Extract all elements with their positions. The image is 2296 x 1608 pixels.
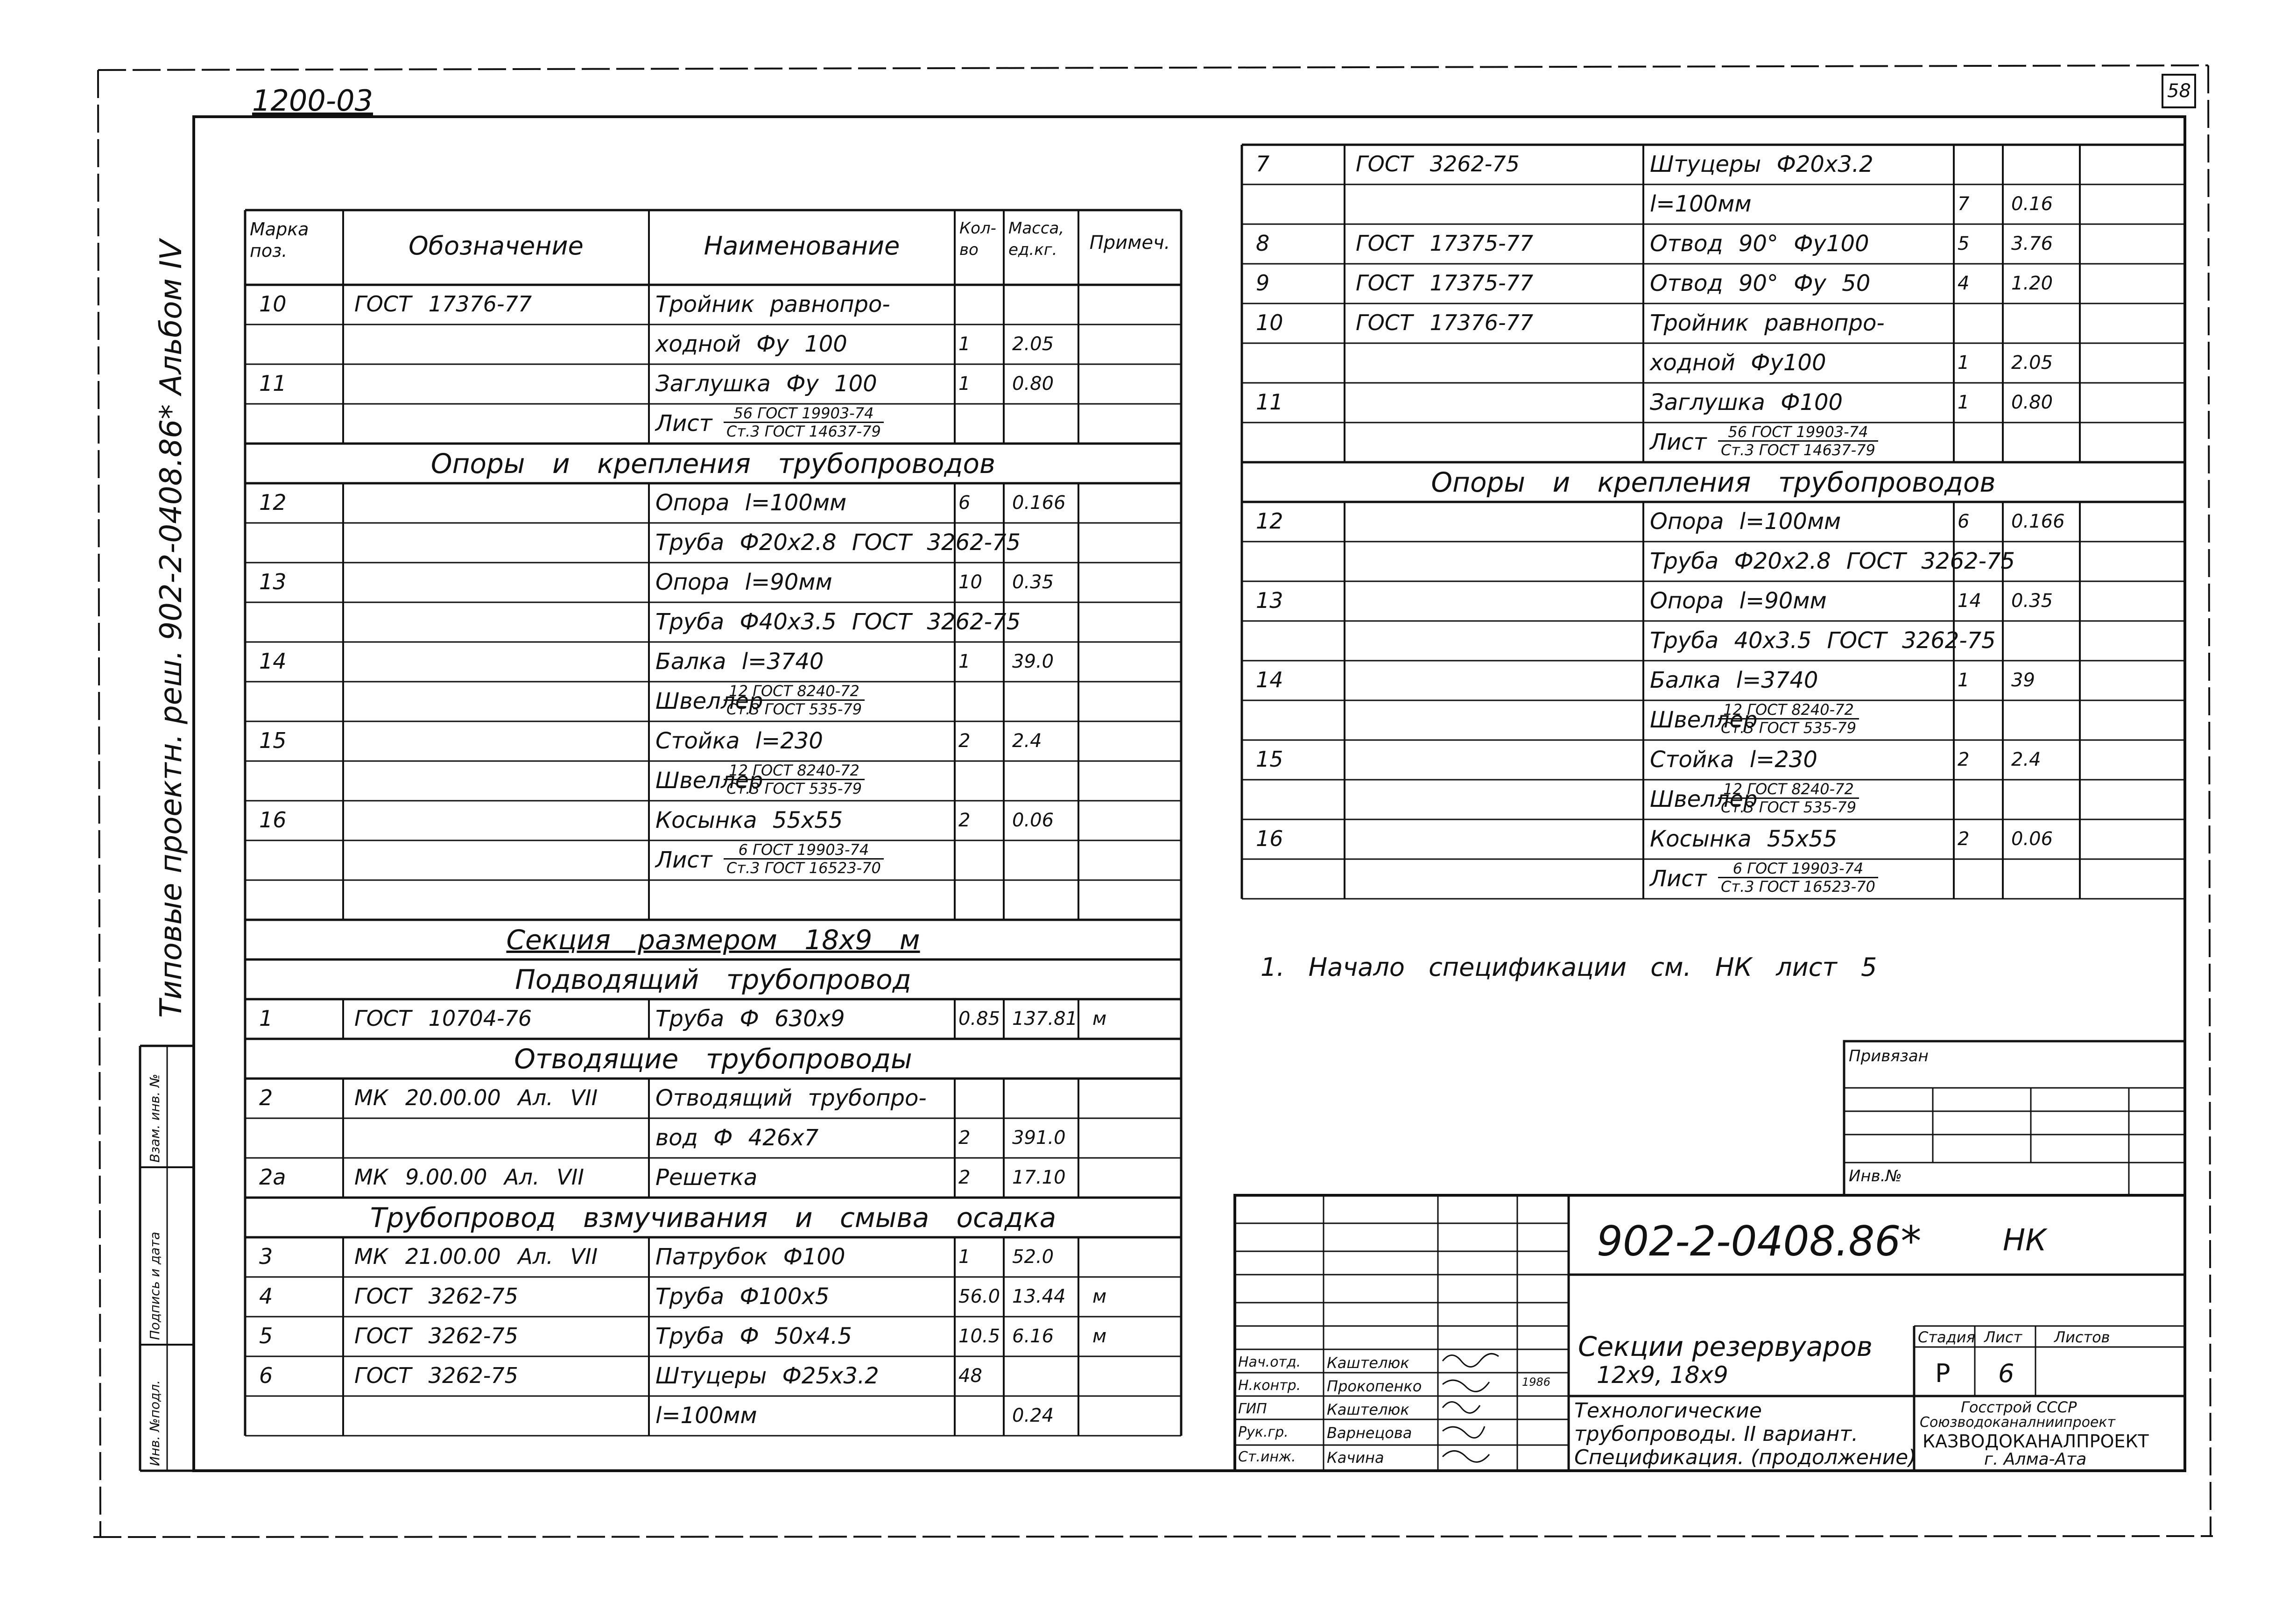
right-row-15-name: Стойка l=230	[1650, 747, 1817, 773]
org-2: Союзводоканалниипроект	[1920, 1414, 2115, 1431]
left-row-10-spec-num: 12 ГОСТ 8240-72	[724, 684, 865, 701]
left-row-2-name: Заглушка Фу 100	[655, 371, 877, 397]
left-row-3-spec-num: 56 ГОСТ 19903-74	[724, 406, 884, 423]
left-row-18-mass: 137.81	[1012, 1008, 1078, 1030]
left-row-21-name: вод Ф 426х7	[655, 1125, 819, 1151]
right-row-16-name: Швеллер	[1650, 786, 1758, 812]
left-row-5-mass: 0.166	[1012, 492, 1066, 514]
left-row-1-qty: 1	[958, 333, 971, 355]
left-row-14-spec-num: 6 ГОСТ 19903-74	[724, 842, 884, 860]
stage-header: Стадия	[1918, 1328, 1975, 1346]
right-row-17-mark: 16	[1256, 826, 1283, 851]
right-row-3-name: Отвод 90° Фу 50	[1650, 270, 1871, 296]
signer-name-3: Каштелюк	[1327, 1401, 1409, 1418]
left-row-7-name: Опора l=90мм	[655, 569, 832, 595]
right-row-15-mark: 15	[1256, 747, 1283, 772]
right-row-11-qty: 14	[1958, 590, 1981, 612]
left-row-6-name: Труба Ф20х2.8 ГОСТ 3262-75	[655, 529, 1021, 556]
left-row-26-note: м	[1092, 1326, 1107, 1347]
left-row-8-name: Труба Ф40х3.5 ГОСТ 3262-75	[655, 609, 1021, 635]
left-row-27-name: Штуцеры Ф25х3.2	[655, 1363, 879, 1389]
right-row-1-qty: 7	[1958, 193, 1970, 215]
left-row-20-designation: МК 20.00.00 Ал. VII	[354, 1085, 598, 1110]
left-row-22-qty: 2	[958, 1167, 971, 1188]
right-row-2-mark: 8	[1256, 231, 1270, 256]
right-row-7-spec-den: Ст.3 ГОСТ 14637-79	[1721, 441, 1875, 459]
right-row-10-name: Труба Ф20х2.8 ГОСТ 3262-75	[1650, 548, 2015, 574]
sheet-value: 6	[1998, 1359, 2014, 1388]
right-row-4-designation: ГОСТ 17376-77	[1356, 310, 1534, 335]
right-row-16-spec-den: Ст.3 ГОСТ 535-79	[1721, 798, 1857, 816]
left-row-5-mark: 12	[259, 490, 287, 515]
right-row-18-spec-num: 6 ГОСТ 19903-74	[1718, 861, 1878, 878]
left-row-0-name: Тройник равнопро-	[655, 291, 890, 317]
left-row-13-mark: 16	[259, 807, 287, 832]
left-row-20-name: Отводящий трубопро-	[655, 1085, 927, 1111]
right-row-7-spec-num: 56 ГОСТ 19903-74	[1718, 424, 1878, 442]
left-row-1-name: ходной Фу 100	[655, 331, 847, 357]
left-row-25-mass: 13.44	[1012, 1286, 1066, 1307]
sign-date: 1986	[1522, 1375, 1551, 1389]
left-row-26-designation: ГОСТ 3262-75	[354, 1323, 518, 1348]
left-row-7-mass: 0.35	[1012, 571, 1054, 593]
signer-role-1: Нач.отд.	[1238, 1354, 1301, 1370]
right-row-5-qty: 1	[1958, 352, 1970, 374]
left-row-12-spec-num: 12 ГОСТ 8240-72	[724, 763, 865, 780]
sheet-title-2: трубопроводы. II вариант.	[1574, 1422, 1858, 1446]
left-row-4-section: Опоры и крепления трубопроводов	[430, 448, 996, 480]
left-row-11-qty: 2	[958, 730, 971, 752]
right-row-5-mass: 2.05	[2011, 352, 2053, 374]
left-row-13-mass: 0.06	[1012, 810, 1054, 831]
right-row-6-mark: 11	[1256, 389, 1283, 415]
left-row-22-name: Решетка	[655, 1164, 758, 1191]
left-row-25-designation: ГОСТ 3262-75	[354, 1284, 518, 1309]
left-row-20-mark: 2	[259, 1085, 273, 1110]
left-row-26-mark: 5	[259, 1323, 273, 1348]
right-row-1-name: l=100мм	[1650, 191, 1752, 217]
table-header-4-a: Масса,	[1008, 219, 1064, 238]
left-row-3-name: Лист	[655, 410, 712, 437]
left-row-9-mark: 14	[259, 649, 287, 674]
right-row-13-mark: 14	[1256, 667, 1283, 692]
object-line-2: 12х9, 18х9	[1597, 1361, 1728, 1389]
signer-role-2: Н.контр.	[1238, 1377, 1301, 1394]
right-row-6-mass: 0.80	[2011, 392, 2053, 413]
sheet-title-1: Технологические	[1574, 1399, 1762, 1423]
left-row-16-section: Секция размером 18х9 м	[506, 924, 920, 956]
left-row-18-qty: 0.85	[958, 1008, 1000, 1030]
left-row-14-spec-den: Ст.3 ГОСТ 16523-70	[726, 859, 881, 877]
left-row-11-mass: 2.4	[1012, 730, 1042, 752]
right-row-15-qty: 2	[1958, 749, 1970, 770]
left-row-28-name: l=100мм	[655, 1403, 757, 1429]
left-row-22-mark: 2а	[259, 1164, 286, 1190]
left-row-17-section: Подводящий трубопровод	[515, 964, 911, 995]
doc-mark: НК	[2003, 1223, 2047, 1258]
left-row-23-section: Трубопровод взмучивания и смыва осадка	[370, 1202, 1056, 1234]
table-header-3-b: во	[959, 240, 979, 259]
right-row-5-name: ходной Фу100	[1650, 350, 1826, 376]
right-row-12-name: Труба 40х3.5 ГОСТ 3262-75	[1650, 628, 1996, 654]
signer-name-4: Варнецова	[1327, 1424, 1412, 1442]
right-row-9-qty: 6	[1958, 511, 1970, 532]
side-stamp-1: Взам. инв. №	[147, 1073, 162, 1163]
right-row-3-mark: 9	[1256, 270, 1270, 296]
sheet-header: Лист	[1984, 1328, 2022, 1346]
left-row-5-qty: 6	[958, 492, 971, 514]
left-row-9-qty: 1	[958, 651, 971, 672]
top-doc-code: 1200-03	[252, 84, 373, 118]
right-row-3-qty: 4	[1958, 273, 1970, 294]
right-row-15-mass: 2.4	[2011, 749, 2041, 770]
left-row-2-qty: 1	[958, 373, 971, 395]
signer-role-5: Ст.инж.	[1238, 1449, 1296, 1465]
left-row-27-designation: ГОСТ 3262-75	[354, 1363, 518, 1388]
sheets-header: Листов	[2054, 1328, 2110, 1346]
left-row-24-mark: 3	[259, 1244, 273, 1269]
table-header-3-a: Кол-	[959, 219, 996, 238]
left-row-28-mass: 0.24	[1012, 1405, 1054, 1426]
right-row-13-qty: 1	[1958, 670, 1970, 691]
left-row-2-mark: 11	[259, 371, 287, 396]
right-row-14-spec-den: Ст.3 ГОСТ 535-79	[1721, 719, 1857, 737]
right-row-13-mass: 39	[2011, 670, 2035, 691]
right-row-13-name: Балка l=3740	[1650, 667, 1818, 693]
side-stamp-2: Подпись и дата	[147, 1232, 162, 1340]
right-row-14-name: Швеллер	[1650, 707, 1758, 733]
left-row-18-mark: 1	[259, 1006, 273, 1031]
right-row-11-name: Опора l=90мм	[1650, 588, 1827, 614]
right-row-0-name: Штуцеры Ф20х3.2	[1650, 151, 1873, 177]
right-row-16-spec-num: 12 ГОСТ 8240-72	[1718, 782, 1859, 799]
right-row-2-designation: ГОСТ 17375-77	[1356, 231, 1534, 256]
left-row-11-mark: 15	[259, 728, 287, 753]
right-row-6-qty: 1	[1958, 392, 1970, 413]
right-row-17-qty: 2	[1958, 828, 1970, 850]
left-row-21-mass: 391.0	[1012, 1127, 1066, 1149]
right-row-4-name: Тройник равнопро-	[1650, 310, 1885, 336]
right-row-1-mass: 0.16	[2011, 193, 2053, 215]
left-row-18-note: м	[1092, 1008, 1107, 1030]
left-row-5-name: Опора l=100мм	[655, 490, 847, 516]
page-number: 58	[2167, 80, 2191, 102]
doc-number: 902-2-0408.86*	[1597, 1217, 1922, 1265]
left-row-3-spec-den: Ст.3 ГОСТ 14637-79	[726, 423, 881, 440]
left-row-2-mass: 0.80	[1012, 373, 1054, 395]
right-row-3-designation: ГОСТ 17375-77	[1356, 270, 1534, 296]
left-row-24-qty: 1	[958, 1246, 971, 1268]
left-row-0-mark: 10	[259, 291, 287, 317]
right-row-11-mass: 0.35	[2011, 590, 2053, 612]
left-row-11-name: Стойка l=230	[655, 728, 823, 754]
org-4: г. Алма-Ата	[1984, 1450, 2087, 1469]
left-row-27-qty: 48	[958, 1365, 982, 1387]
left-row-18-name: Труба Ф 630х9	[655, 1006, 845, 1032]
table-header-0-a: Марка	[250, 219, 309, 240]
left-row-12-name: Швеллер	[655, 768, 763, 794]
left-row-25-qty: 56.0	[958, 1286, 1000, 1307]
org-3: КАЗВОДОКАНАЛПРОЕКТ	[1923, 1431, 2149, 1452]
left-row-22-mass: 17.10	[1012, 1167, 1066, 1188]
right-row-2-name: Отвод 90° Фу100	[1650, 231, 1869, 257]
table-header-1: Обозначение	[408, 231, 584, 261]
left-row-10-spec-den: Ст.3 ГОСТ 535-79	[726, 700, 862, 718]
note-text: 1. Начало спецификации см. НК лист 5	[1261, 952, 1877, 982]
right-row-7-name: Лист	[1650, 429, 1707, 455]
signer-role-3: ГИП	[1238, 1401, 1267, 1417]
table-header-2: Наименование	[704, 231, 900, 261]
right-row-2-mass: 3.76	[2011, 233, 2053, 254]
right-row-8-section: Опоры и крепления трубопроводов	[1431, 466, 1996, 498]
right-row-18-name: Лист	[1650, 866, 1707, 892]
sheet-title-3: Спецификация. (продолжение)	[1574, 1446, 1916, 1469]
table-header-0-b: поз.	[250, 240, 288, 261]
left-row-24-name: Патрубок Ф100	[655, 1244, 845, 1270]
privyazan-label: Привязан	[1849, 1047, 1929, 1065]
right-row-0-mark: 7	[1256, 151, 1270, 176]
left-row-0-designation: ГОСТ 17376-77	[354, 291, 532, 317]
left-row-1-mass: 2.05	[1012, 333, 1054, 355]
left-row-26-mass: 6.16	[1012, 1326, 1054, 1347]
left-row-24-designation: МК 21.00.00 Ал. VII	[354, 1244, 598, 1269]
right-row-2-qty: 5	[1958, 233, 1970, 254]
left-row-13-qty: 2	[958, 810, 971, 831]
side-album-title: Типовые проектн. реш. 902-2-0408.86* Альбом IV	[154, 240, 189, 1018]
left-row-26-qty: 10.5	[958, 1326, 1000, 1347]
left-row-10-name: Швеллер	[655, 688, 763, 714]
right-row-6-name: Заглушка Ф100	[1650, 389, 1843, 416]
signer-role-4: Рук.гр.	[1238, 1424, 1289, 1440]
right-row-17-mass: 0.06	[2011, 828, 2053, 850]
signer-name-5: Качина	[1327, 1449, 1384, 1467]
right-row-17-name: Косынка 55х55	[1650, 826, 1838, 852]
left-row-18-designation: ГОСТ 10704-76	[354, 1006, 532, 1031]
right-row-4-mark: 10	[1256, 310, 1283, 335]
left-row-19-section: Отводящие трубопроводы	[514, 1043, 912, 1075]
table-header-4-b: ед.кг.	[1008, 240, 1057, 259]
right-row-9-mark: 12	[1256, 508, 1283, 534]
left-row-14-name: Лист	[655, 847, 712, 873]
left-row-25-note: м	[1092, 1286, 1107, 1307]
left-row-7-mark: 13	[259, 569, 287, 594]
object-line-1: Секции резервуаров	[1578, 1331, 1873, 1362]
right-row-3-mass: 1.20	[2011, 273, 2053, 294]
right-row-11-mark: 13	[1256, 588, 1283, 613]
signer-name-2: Прокопенко	[1327, 1377, 1422, 1395]
left-row-12-spec-den: Ст.3 ГОСТ 535-79	[726, 780, 862, 797]
right-row-18-spec-den: Ст.3 ГОСТ 16523-70	[1721, 878, 1875, 896]
right-row-14-spec-num: 12 ГОСТ 8240-72	[1718, 702, 1859, 719]
side-stamp-3: Инв. №подл.	[147, 1380, 162, 1466]
left-row-9-mass: 39.0	[1012, 651, 1054, 672]
right-row-0-designation: ГОСТ 3262-75	[1356, 151, 1520, 176]
stage-value: Р	[1935, 1359, 1951, 1388]
left-row-25-mark: 4	[259, 1284, 273, 1309]
table-header-5: Примеч.	[1089, 232, 1170, 254]
left-row-26-name: Труба Ф 50х4.5	[655, 1323, 852, 1349]
left-row-9-name: Балка l=3740	[655, 649, 824, 675]
inv-label: Инв.№	[1849, 1167, 1902, 1185]
left-row-21-qty: 2	[958, 1127, 971, 1149]
left-row-13-name: Косынка 55х55	[655, 807, 843, 833]
org-1: Госстрой СССР	[1961, 1398, 2077, 1416]
left-row-22-designation: МК 9.00.00 Ал. VII	[354, 1164, 584, 1190]
signer-name-1: Каштелюк	[1327, 1354, 1409, 1372]
left-row-27-mark: 6	[259, 1363, 273, 1388]
right-row-9-mass: 0.166	[2011, 511, 2065, 532]
left-row-24-mass: 52.0	[1012, 1246, 1054, 1268]
left-row-7-qty: 10	[958, 571, 982, 593]
right-row-9-name: Опора l=100мм	[1650, 508, 1841, 535]
left-row-25-name: Труба Ф100х5	[655, 1284, 830, 1310]
